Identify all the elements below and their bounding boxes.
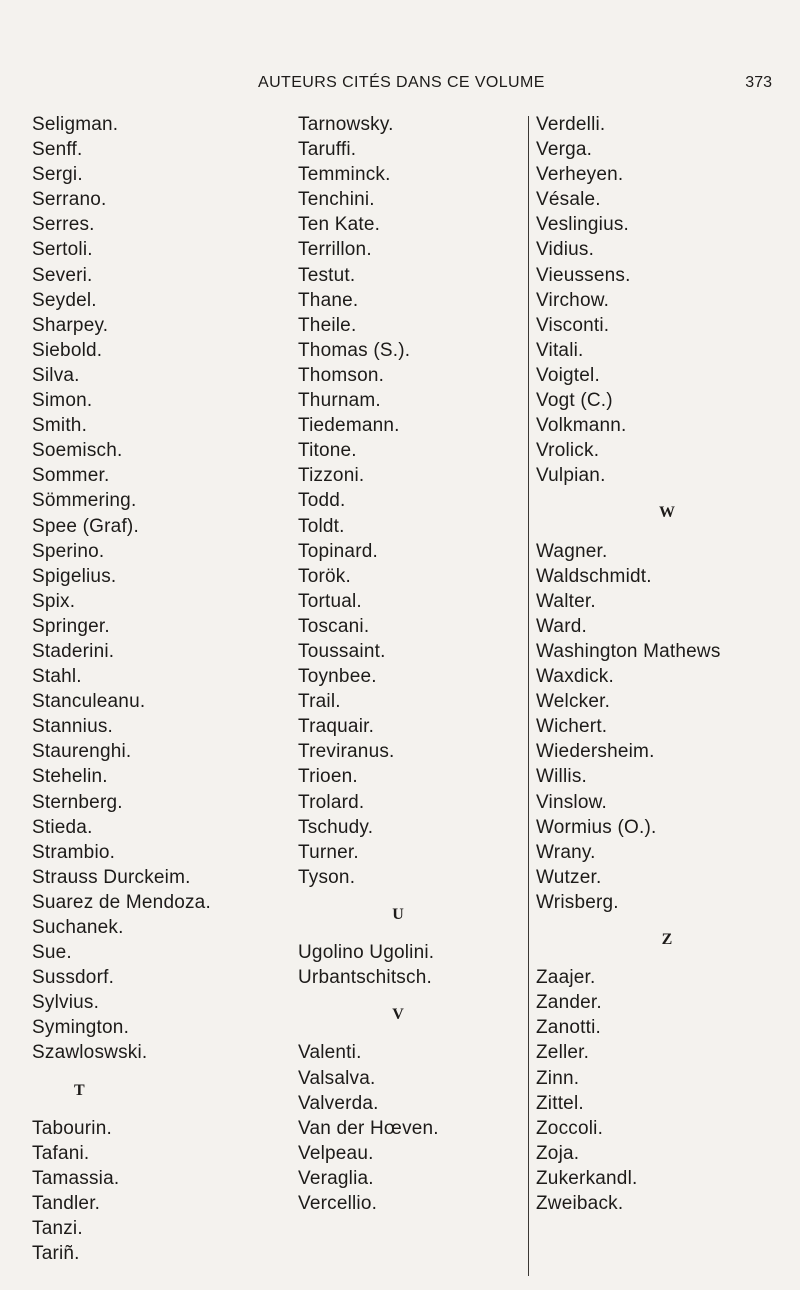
author-entry: Washington Mathews xyxy=(536,640,721,662)
author-entry: Valenti. xyxy=(298,1042,362,1064)
author-entry: Vésale. xyxy=(536,189,601,211)
author-entry: Thane. xyxy=(298,289,359,311)
author-entry: Tariñ. xyxy=(32,1243,80,1265)
author-entry: Ward. xyxy=(536,615,587,637)
author-entry: Strauss Durckeim. xyxy=(32,866,191,888)
author-entry: Tamassia. xyxy=(32,1167,120,1189)
author-entry: Zinn. xyxy=(536,1067,580,1089)
author-entry: Treviranus. xyxy=(298,741,395,763)
author-entry: Senff. xyxy=(32,139,83,161)
author-entry: Tyson. xyxy=(298,866,356,888)
section-letter: W xyxy=(659,504,675,522)
author-entry: Zander. xyxy=(536,992,602,1014)
author-entry: Zweiback. xyxy=(536,1193,624,1215)
author-entry: Spee (Graf). xyxy=(32,515,139,537)
author-entry: Tortual. xyxy=(298,590,362,612)
author-entry: Tarnowsky. xyxy=(298,114,394,135)
author-entry: Toynbee. xyxy=(298,666,377,688)
author-entry: Visconti. xyxy=(536,314,610,336)
author-entry: Topinard. xyxy=(298,540,378,562)
section-letter: V xyxy=(392,1006,404,1024)
author-entry: Taruffi. xyxy=(298,139,357,161)
section-letter: U xyxy=(392,905,404,923)
author-entry: Velpeau. xyxy=(298,1142,374,1164)
section-letter: T xyxy=(74,1081,85,1099)
author-entry: Symington. xyxy=(32,1017,130,1039)
author-entry: Sertoli. xyxy=(32,239,93,261)
author-entry: Stieda. xyxy=(32,816,93,838)
author-entry: Sternberg. xyxy=(32,791,123,813)
author-entry: Verheyen. xyxy=(536,164,624,186)
author-entry: Wrisberg. xyxy=(536,891,619,913)
author-entry: Vrolick. xyxy=(536,440,600,462)
author-entry: Szawloswski. xyxy=(32,1042,148,1064)
author-entry: Serres. xyxy=(32,214,95,236)
author-entry: Seligman. xyxy=(32,114,119,135)
author-entry: Sommer. xyxy=(32,465,110,487)
author-entry: Todd. xyxy=(298,490,346,512)
running-head: AUTEURS CITÉS DANS CE VOLUME xyxy=(258,74,545,91)
author-entry: Wrany. xyxy=(536,841,596,863)
author-entry: Trioen. xyxy=(298,766,358,788)
author-entry: Silva. xyxy=(32,364,80,386)
author-entry: Valsalva. xyxy=(298,1067,376,1089)
author-entry: Thurnam. xyxy=(298,390,381,412)
author-entry: Zoccoli. xyxy=(536,1117,604,1139)
author-entry: Virchow. xyxy=(536,289,610,311)
author-entry: Stahl. xyxy=(32,666,82,688)
author-entry: Vercellio. xyxy=(298,1193,378,1215)
author-entry: Zukerkandl. xyxy=(536,1167,638,1189)
author-entry: Wutzer. xyxy=(536,866,602,888)
column-rule xyxy=(528,116,529,1276)
author-entry: Terrillon. xyxy=(298,239,372,261)
author-entry: Staurenghi. xyxy=(32,741,132,763)
author-entry: Severi. xyxy=(32,264,93,286)
author-entry: Welcker. xyxy=(536,691,611,713)
author-entry: Tandler. xyxy=(32,1193,101,1215)
author-entry: Waldschmidt. xyxy=(536,565,652,587)
author-entry: Siebold. xyxy=(32,339,103,361)
author-entry: Tizzoni. xyxy=(298,465,365,487)
author-entry: Toldt. xyxy=(298,515,345,537)
author-entry: Valverda. xyxy=(298,1092,379,1114)
author-entry: Ten Kate. xyxy=(298,214,381,236)
author-entry: Suchanek. xyxy=(32,917,124,938)
author-entry: Titone. xyxy=(298,440,357,462)
author-entry: Vieussens. xyxy=(536,264,631,286)
author-entry: Strambio. xyxy=(32,841,116,863)
author-entry: Zanotti. xyxy=(536,1017,601,1039)
author-entry: Smith. xyxy=(32,415,88,437)
section-letter: Z xyxy=(661,931,673,948)
author-entry: Turner. xyxy=(298,841,359,863)
author-entry: Wichert. xyxy=(536,716,608,738)
author-entry: Vinslow. xyxy=(536,791,607,813)
author-entry: Trail. xyxy=(298,691,341,713)
author-entry: Zaajer. xyxy=(536,967,596,989)
author-entry: Vidius. xyxy=(536,239,595,261)
author-entry: Verdelli. xyxy=(536,114,606,135)
author-entry: Thomas (S.). xyxy=(298,339,411,361)
author-entry: Sömmering. xyxy=(32,490,137,512)
author-entry: Sperino. xyxy=(32,540,105,562)
author-entry: Springer. xyxy=(32,615,110,637)
author-entry: Tafani. xyxy=(32,1142,90,1164)
author-entry: Wormius (O.). xyxy=(536,816,657,838)
author-entry: Vulpian. xyxy=(536,465,606,487)
author-entry: Zoja. xyxy=(536,1142,580,1164)
author-entry: Stanculeanu. xyxy=(32,691,146,713)
author-entry: Verga. xyxy=(536,139,593,161)
author-entry: Volkmann. xyxy=(536,415,627,437)
author-entry: Tschudy. xyxy=(298,816,374,838)
author-entry: Testut. xyxy=(298,264,356,286)
author-entry: Veraglia. xyxy=(298,1167,374,1189)
author-entry: Veslingius. xyxy=(536,214,630,236)
author-entry: Spigelius. xyxy=(32,565,117,587)
author-entry: Vogt (C.) xyxy=(536,390,613,412)
author-entry: Vitali. xyxy=(536,339,584,361)
author-entry: Sussdorf. xyxy=(32,967,115,989)
author-entry: Simon. xyxy=(32,390,93,412)
author-entry: Toscani. xyxy=(298,615,370,637)
author-entry: Zittel. xyxy=(536,1092,584,1114)
author-entry: Tiedemann. xyxy=(298,415,400,437)
author-entry: Van der Hœven. xyxy=(298,1117,439,1139)
author-entry: Sharpey. xyxy=(32,314,109,336)
author-entry: Serrano. xyxy=(32,189,107,211)
index-column-2 xyxy=(298,112,498,1216)
author-entry: Ugolino Ugolini. xyxy=(298,942,435,964)
author-entry: Sue. xyxy=(32,942,72,964)
index-column-1 xyxy=(32,112,272,1266)
author-entry: Tanzi. xyxy=(32,1218,83,1240)
author-entry: Torök. xyxy=(298,565,351,587)
author-entry: Seydel. xyxy=(32,289,97,311)
author-entry: Soemisch. xyxy=(32,440,123,462)
author-entry: Spix. xyxy=(32,590,76,612)
author-entry: Willis. xyxy=(536,766,587,788)
author-entry: Stannius. xyxy=(32,716,114,738)
author-entry: Sergi. xyxy=(32,164,83,186)
author-entry: Trolard. xyxy=(298,791,365,813)
page-header xyxy=(0,74,800,104)
author-entry: Voigtel. xyxy=(536,364,600,386)
author-entry: Urbantschitsch. xyxy=(298,967,432,989)
author-entry: Wiedersheim. xyxy=(536,741,655,763)
author-entry: Sylvius. xyxy=(32,992,100,1014)
author-entry: Zeller. xyxy=(536,1042,590,1064)
page-number: 373 xyxy=(745,74,772,91)
author-entry: Thomson. xyxy=(298,364,385,386)
author-entry: Tenchini. xyxy=(298,189,375,211)
author-entry: Wagner. xyxy=(536,540,608,562)
author-entry: Temminck. xyxy=(298,164,391,186)
author-entry: Traquair. xyxy=(298,716,375,738)
author-entry: Stehelin. xyxy=(32,766,108,788)
author-entry: Theile. xyxy=(298,314,357,336)
author-entry: Toussaint. xyxy=(298,640,386,662)
author-entry: Suarez de Mendoza. xyxy=(32,891,211,913)
author-entry: Tabourin. xyxy=(32,1117,112,1139)
author-entry: Walter. xyxy=(536,590,596,612)
author-entry: Waxdick. xyxy=(536,666,614,688)
author-entry: Staderini. xyxy=(32,640,115,662)
index-column-3 xyxy=(536,112,798,1216)
